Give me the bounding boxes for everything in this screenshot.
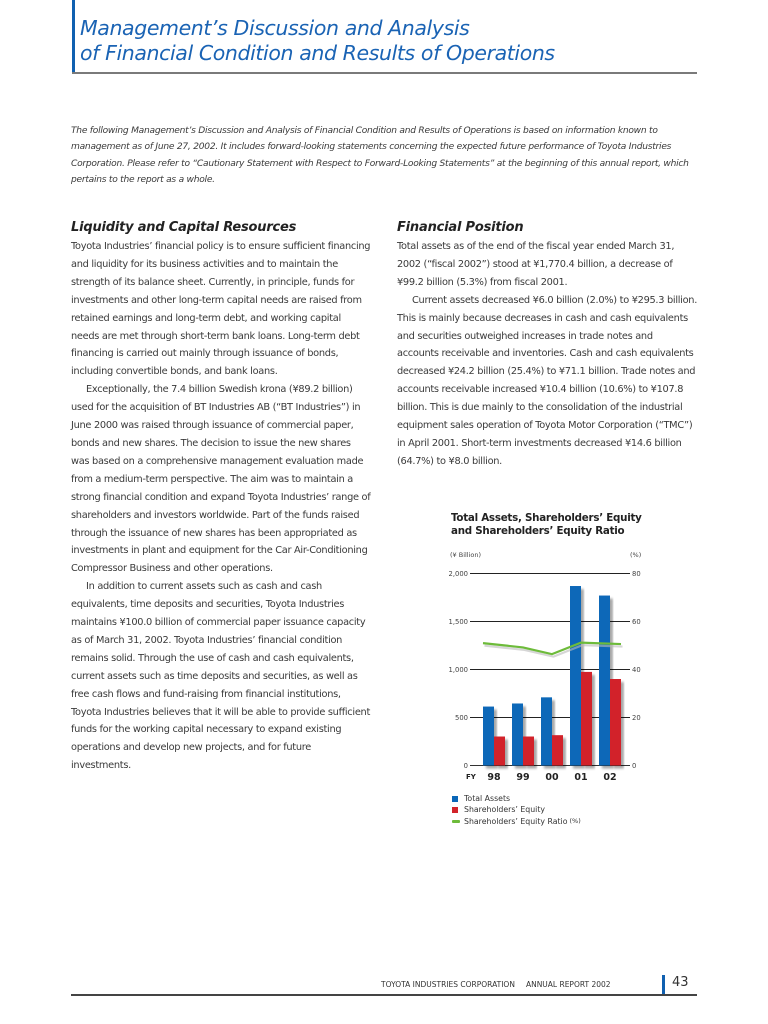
y2-axis-unit-label: (%) xyxy=(630,551,642,559)
x-tick-label: 98 xyxy=(487,772,501,783)
bar-shareholders-equity xyxy=(552,735,563,765)
liquidity-section xyxy=(71,218,371,775)
bar-shareholders-equity xyxy=(581,672,592,766)
legend-item-shareholders-equity xyxy=(452,804,581,815)
y-tick-label: 1,000 xyxy=(448,666,468,674)
x-axis-label: FY xyxy=(466,773,476,781)
bar-total-assets xyxy=(512,703,523,765)
footer-text xyxy=(381,980,611,989)
legend-unit-equity-ratio: (%) xyxy=(569,816,581,825)
bar-total-assets xyxy=(541,697,552,765)
legend-swatch-equity-ratio xyxy=(452,820,460,823)
chart-title xyxy=(451,512,642,537)
y2-tick-label: 60 xyxy=(632,618,641,626)
x-tick-label: 02 xyxy=(603,772,617,783)
footer-accent-bar xyxy=(662,975,665,994)
legend-label-total-assets: Total Assets xyxy=(464,794,511,803)
financial-position-section xyxy=(397,218,697,471)
y-axis-unit-label: (¥ Billion) xyxy=(450,551,482,559)
bar-shareholders-equity xyxy=(610,679,621,765)
y2-tick-label: 80 xyxy=(632,570,641,578)
bar-total-assets xyxy=(599,596,610,766)
legend-label-equity-ratio: Shareholders’ Equity Ratio xyxy=(464,816,568,826)
y2-tick-label: 20 xyxy=(632,714,641,722)
page-title xyxy=(80,16,555,66)
y-tick-label: 2,000 xyxy=(448,570,468,578)
financial-position-paragraph-1: Total assets as of the end of the fiscal year ended March 31, 2002 (“fiscal 2002”) stood at ¥1,770.4 billion, a decrease of ¥99.2 billion (5.3%) from fiscal 2001. xyxy=(397,241,675,288)
y-tick-label: 500 xyxy=(455,714,468,722)
bar-shareholders-equity xyxy=(523,737,534,766)
chart-legend xyxy=(452,793,581,827)
liquidity-paragraph-2: Exceptionally, the 7.4 billion Swedish krona (¥89.2 billion) used for the acquisition of BT Industries AB (“BT Industries”) in June 2000 was raised through issuance of commercial paper, bonds and new shares. The decision to issue the new shares was based on a comprehensive management evaluation made from a medium-term perspective. The aim was to maintain a strong financial condition and expand Toyota Industries’ range of shareholders and investors worldwide. Part of the funds raised through the issuance of new shares has been appropriated as investments in plant and equipment for the Car Air-Conditioning Compressor Business and other operations. xyxy=(71,384,371,575)
legend-swatch-total-assets xyxy=(452,796,458,802)
header-rule xyxy=(72,72,697,74)
footer-rule xyxy=(71,994,697,996)
legend-swatch-shareholders-equity xyxy=(452,807,458,813)
page-number: 43 xyxy=(672,975,689,990)
financial-position-paragraph-2: Current assets decreased ¥6.0 billion (2.0%) to ¥295.3 billion. This is mainly because decreases in cash and cash equivalents and securities outweighed increases in trade notes and accounts receivable and inventories. Cash and cash equivalents decreased ¥24.2 billion (25.4%) to ¥71.1 billion. Trade notes and accounts receivable increased ¥10.4 billion (10.6%) to ¥107.8 billion. This is due mainly to the consolidation of the industrial equipment sales operation of Toyota Motor Corporation (“TMC”) in April 2001. Short-term investments decreased ¥14.6 billion (64.7%) to ¥8.0 billion. xyxy=(397,294,698,467)
page-title-line-1: Management’s Discussion and Analysis xyxy=(80,16,470,40)
y2-tick-label: 0 xyxy=(632,762,637,770)
liquidity-paragraph-1: Toyota Industries’ financial policy is to ensure sufficient financing and liquidity for its business activities and to maintain the strength of its balance sheet. Currently, in principle, funds for investments and other long-term capital needs are raised from retained earnings and long-term debt, and working capital needs are met through short-term bank loans. Long-term debt financing is carried out mainly through issuance of bonds, including convertible bonds, and bank loans. xyxy=(71,241,371,378)
x-tick-label: 99 xyxy=(516,772,530,783)
header-accent-bar xyxy=(72,0,75,73)
bar-total-assets xyxy=(483,707,494,766)
x-tick-label: 01 xyxy=(574,772,588,783)
liquidity-heading: Liquidity and Capital Resources xyxy=(71,220,297,235)
intro-paragraph: The following Management’s Discussion and Analysis of Financial Condition and Results of Operations is based on information known to management as of June 27, 2002. It includes forward-looking statements concerning the expected future performance of Toyota Industries Corporation. Please refer to “Cautionary Statement with Respect to Forward-Looking Statements” at the beginning of this annual report, which pertains to the report as a whole. xyxy=(71,126,689,185)
bar-total-assets xyxy=(570,586,581,765)
assets-equity-chart xyxy=(440,545,660,785)
y-tick-label: 1,500 xyxy=(448,618,468,626)
bar-shareholders-equity xyxy=(494,737,505,766)
legend-item-equity-ratio xyxy=(452,816,581,827)
legend-item-total-assets xyxy=(452,793,581,804)
footer-company: TOYOTA INDUSTRIES CORPORATION xyxy=(381,980,515,989)
footer-report: ANNUAL REPORT 2002 xyxy=(525,980,611,989)
x-tick-label: 00 xyxy=(545,772,559,783)
legend-label-shareholders-equity: Shareholders’ Equity xyxy=(464,805,546,815)
chart-title-line-1: Total Assets, Shareholders’ Equity xyxy=(451,512,642,524)
y2-tick-label: 40 xyxy=(632,666,641,674)
liquidity-paragraph-3: In addition to current assets such as cash and cash equivalents, time deposits and securities, Toyota Industries maintains ¥100.0 billion of commercial paper issuance capacity as of March 31, 2002. Toyota Industries’ financial condition remains solid. Through the use of cash and cash equivalents, current assets such as time deposits and securities, as well as free cash flows and fund-raising from financial institutions, Toyota Industries believes that it will be able to provide sufficient funds for the working capital necessary to expand existing operations and develop new projects, and for future investments. xyxy=(71,581,370,772)
chart-title-line-2: and Shareholders’ Equity Ratio xyxy=(451,524,625,537)
financial-position-heading: Financial Position xyxy=(397,220,524,235)
y-tick-label: 0 xyxy=(463,762,468,770)
page-title-line-2: of Financial Condition and Results of Operations xyxy=(80,41,555,65)
